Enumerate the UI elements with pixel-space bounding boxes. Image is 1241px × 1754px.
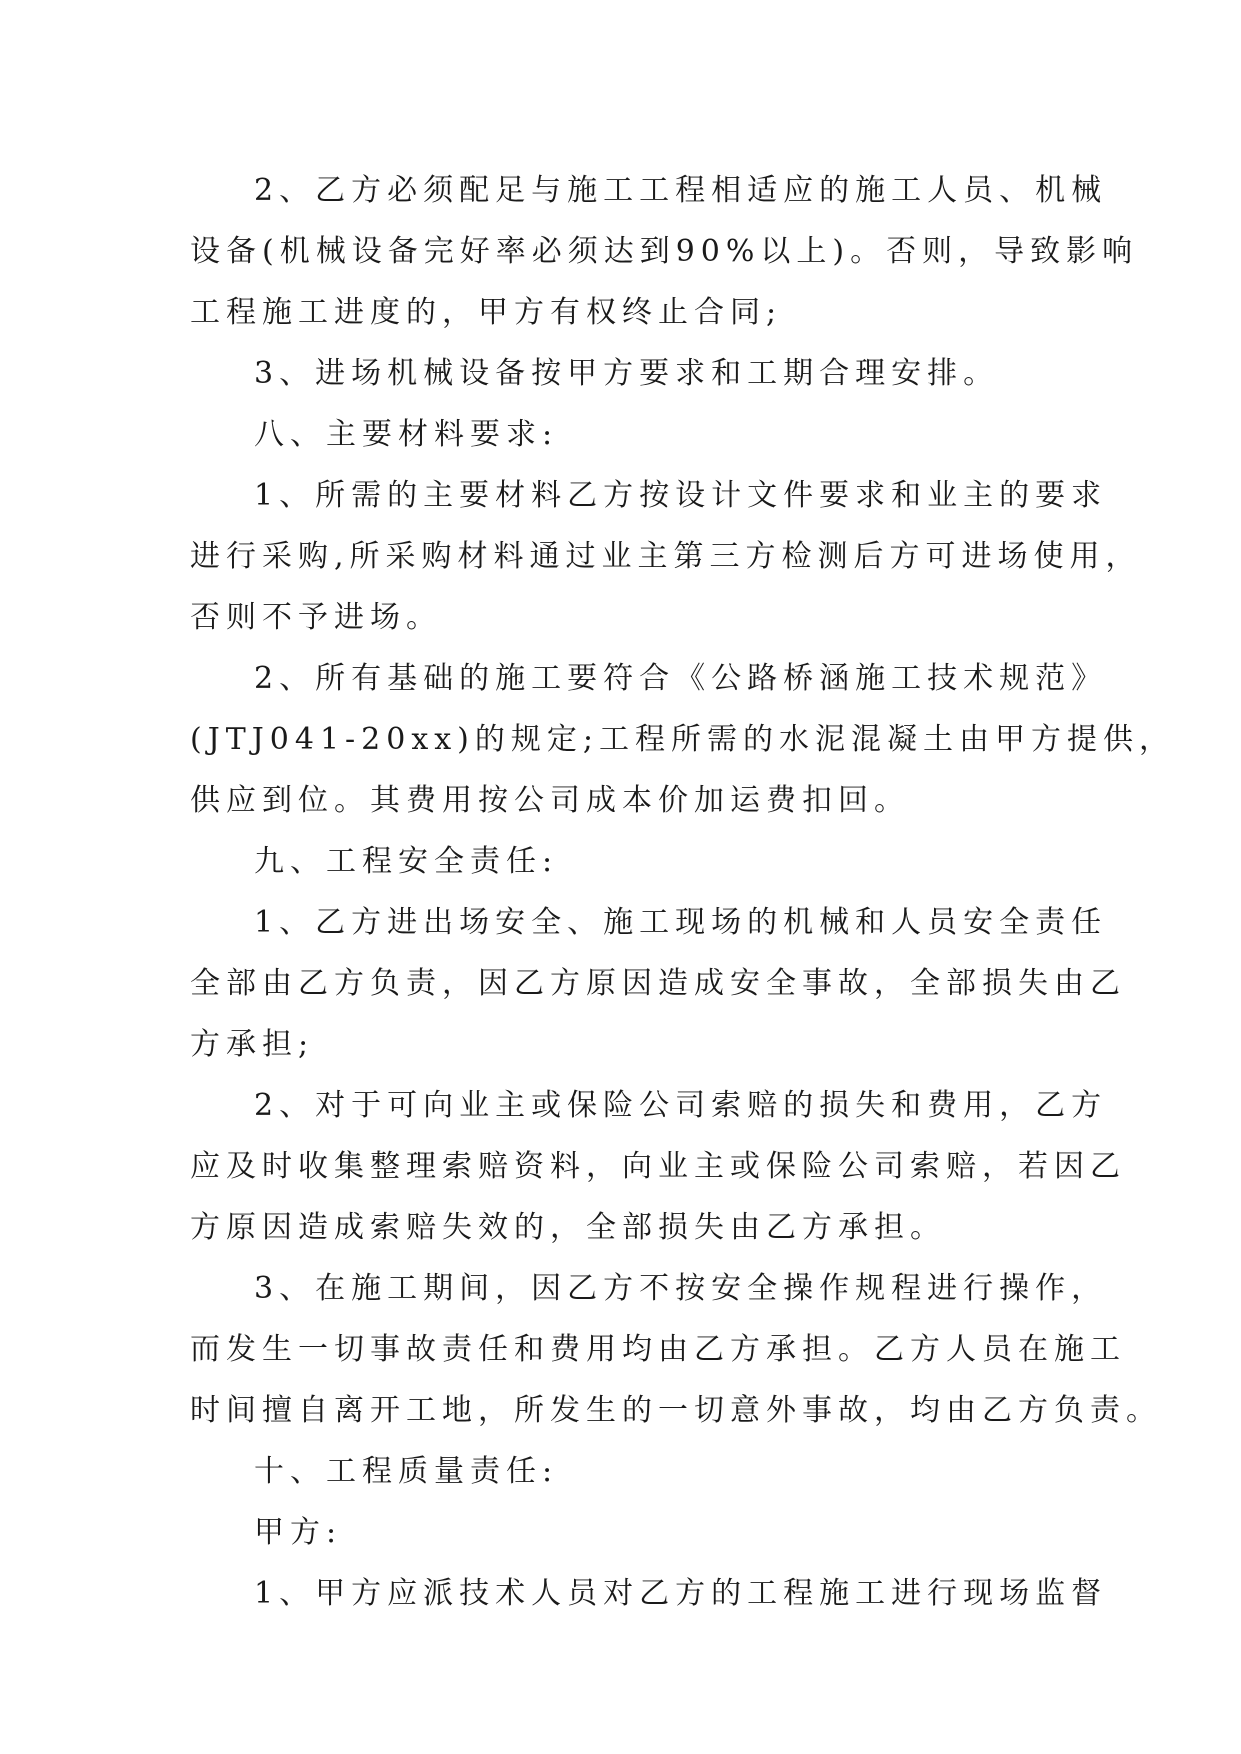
- text-line: 供应到位。其费用按公司成本价加运费扣回。: [190, 783, 910, 818]
- text-line: 1、甲方应派技术人员对乙方的工程施工进行现场监督: [254, 1576, 1108, 1611]
- text-line: 3、在施工期间，因乙方不按安全操作规程进行操作，: [254, 1271, 1108, 1306]
- text-line: 1、所需的主要材料乙方按设计文件要求和业主的要求: [254, 478, 1108, 513]
- text-line: 2、所有基础的施工要符合《公路桥涵施工技术规范》: [254, 661, 1108, 696]
- text-line: 全部由乙方负责，因乙方原因造成安全事故，全部损失由乙: [190, 966, 1126, 1001]
- text-line: 2、乙方必须配足与施工工程相适应的施工人员、机械: [254, 173, 1108, 208]
- text-line: 方原因造成索赔失效的，全部损失由乙方承担。: [190, 1210, 946, 1245]
- text-line: 方承担;: [190, 1027, 315, 1062]
- text-line: 1、乙方进出场安全、施工现场的机械和人员安全责任: [254, 905, 1108, 940]
- text-line: (JTJ041-20xx)的规定;工程所需的水泥混凝土由甲方提供，: [190, 722, 1175, 757]
- text-line: 应及时收集整理索赔资料，向业主或保险公司索赔，若因乙: [190, 1149, 1126, 1184]
- subsection-label: 甲方:: [254, 1515, 343, 1550]
- text-line: 而发生一切事故责任和费用均由乙方承担。乙方人员在施工: [190, 1332, 1126, 1367]
- section-heading: 八、主要材料要求:: [254, 417, 559, 452]
- text-line: 2、对于可向业主或保险公司索赔的损失和费用，乙方: [254, 1088, 1108, 1123]
- section-heading: 十、工程质量责任:: [254, 1454, 559, 1489]
- text-line: 工程施工进度的，甲方有权终止合同;: [190, 295, 783, 330]
- section-heading: 九、工程安全责任:: [254, 844, 559, 879]
- text-line: 设备(机械设备完好率必须达到90%以上)。否则，导致影响: [190, 234, 1139, 269]
- document-body: [190, 160, 1175, 1624]
- text-line: 否则不予进场。: [190, 600, 442, 635]
- text-line: 3、进场机械设备按甲方要求和工期合理安排。: [254, 356, 1000, 391]
- text-line: 进行采购,所采购材料通过业主第三方检测后方可进场使用，: [190, 539, 1142, 574]
- text-line: 时间擅自离开工地，所发生的一切意外事故，均由乙方负责。: [190, 1393, 1162, 1428]
